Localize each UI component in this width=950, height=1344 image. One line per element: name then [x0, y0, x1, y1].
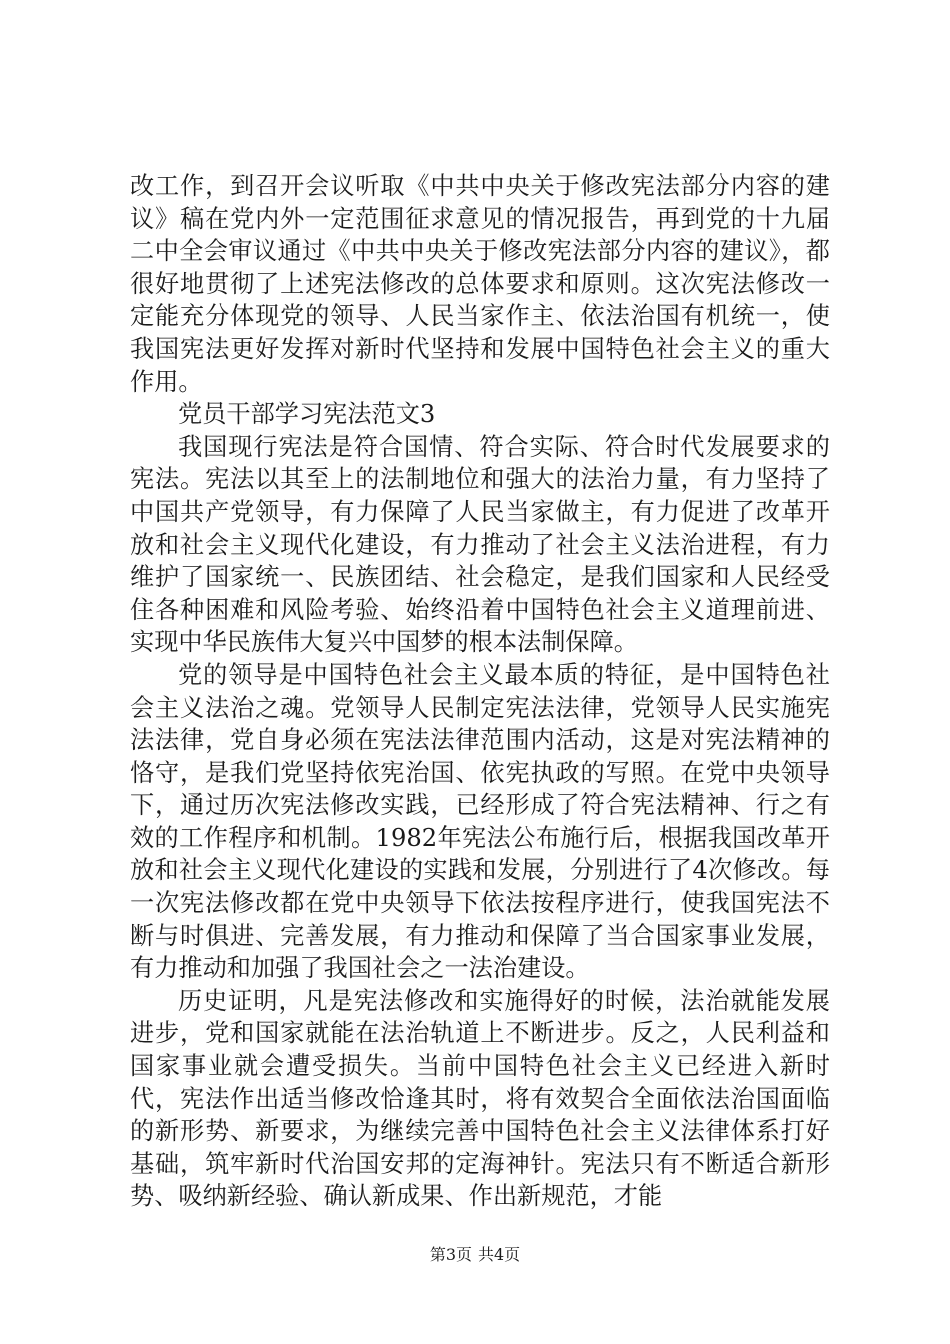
paragraph: 我国现行宪法是符合国情、符合实际、符合时代发展要求的宪法。宪法以其至上的法制地位和强大的法治力量，有力坚持了中国共产党领导，有力保障了人民当家做主，有力促进了改革开放和社会主义现代化建设，有力推动了社会主义法治进程，有力维护了国家统一、民族团结、社会稳定，是我们国家和人民经受住各种困难和风险考验、始终沿着中国特色社会主义道理前进、实现中华民族伟大复兴中国梦的根本法制保障。: [130, 432, 830, 657]
continuation-paragraph: 改工作，到召开会议听取《中共中央关于修改宪法部分内容的建议》稿在党内外一定范围征求意见的情况报告，再到党的十九届二中全会审议通过《中共中央关于修改宪法部分内容的建议》，都很好地贯彻了上述宪法修改的总体要求和原则。这次宪法修改一定能充分体现党的领导、人民当家作主、依法治国有机统一，使我国宪法更好发挥对新时代坚持和发展中国特色社会主义的重大作用。: [130, 172, 830, 396]
paragraph: 历史证明，凡是宪法修改和实施得好的时候，法治就能发展进步，党和国家就能在法治轨道上不断进步。反之，人民利益和国家事业就会遭受损失。当前中国特色社会主义已经进入新时代，宪法作出适当修改恰逢其时，将有效契合全面依法治国面临的新形势、新要求，为继续完善中国特色社会主义法律体系打好基础，筑牢新时代治国安邦的定海神针。宪法只有不断适合新形势、吸纳新经验、确认新成果、作出新规范，才能: [130, 986, 830, 1211]
page-footer: [0, 1244, 950, 1266]
paragraph: 党的领导是中国特色社会主义最本质的特征，是中国特色社会主义法治之魂。党领导人民制定宪法法律，党领导人民实施宪法法律，党自身必须在宪法法律范围内活动，这是对宪法精神的恪守，是我们党坚持依宪治国、依宪执政的写照。在党中央领导下，通过历次宪法修改实践，已经形成了符合宪法精神、行之有效的工作程序和机制。1982年宪法公布施行后，根据我国改革开放和社会主义现代化建设的实践和发展，分别进行了4次修改。每一次宪法修改都在党中央领导下依法按程序进行，使我国宪法不断与时俱进、完善发展，有力推动和保障了当合国家事业发展，有力推动和加强了我国社会之一法治建设。: [130, 660, 830, 983]
page-number: 第3页: [429, 1245, 472, 1264]
page-total: 共4页: [478, 1245, 521, 1264]
section-heading: 党员干部学习宪法范文3: [178, 400, 436, 429]
document-body: [130, 170, 830, 1213]
